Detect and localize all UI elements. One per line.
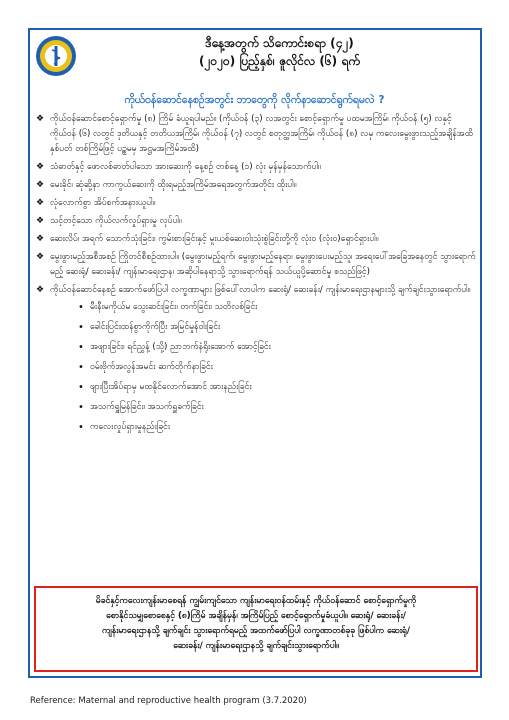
danger-sign-item: • ခေါင်းပြင်းထန်စွာကိုက်ပြီး အမြင်မှုန်ဝါးခြင်း	[78, 322, 221, 333]
list-item: ❖ သင့်တင့်သော ကိုယ်လက်လှုပ်ရှားမှု လုပ်ပါ။	[34, 214, 477, 229]
list-item: ❖ မေးခိုင်၊ ဆုံဆို့နာ ကာကွယ်ဆေးကို ထိုးရမည့်အကြိမ်အရေအတွက်အတိုင်း ထိုးပါ။	[34, 178, 477, 193]
callout-line: ကျန်းမာရေးဌာနသို့ ချက်ချင်း သွားရောက်ရမည့် အထက်ဖော်ပြပါ လက္ခဏာတစ်ခုခု ဖြစ်ပါက ဆေးရုံ/	[102, 626, 410, 636]
dot-icon: •	[78, 382, 84, 393]
bullet-icon: ❖	[36, 216, 45, 226]
list-item: ❖ လုံလောက်စွာ အိပ်စက်အနားယူပါ။	[34, 196, 477, 211]
page-date: (၂၀၂၀) ပြည့်နှစ်၊ ဇူလိုင်လ (၆) ရက်	[199, 54, 360, 68]
callout-line: ဆေးခန်း/ ကျန်းမာရေးဌာနသို့ ချက်ချင်းသွားရောက်ပါ။	[173, 641, 339, 651]
danger-sign-item: • အသက်ရှူမြန်ခြင်း၊ အသက်ရှူခက်ခြင်း	[78, 402, 204, 413]
list-item: ❖ သံဓာတ်နှင့် ဖောလစ်ဓာတ်ပါသော အားဆေးကို နေ့စဉ် တစ်နေ့ (၁) လုံး မှန်မှန်သောက်ပါ။	[34, 160, 477, 175]
dot-icon: •	[78, 342, 84, 353]
warning-callout	[34, 586, 478, 672]
dot-icon: •	[78, 302, 84, 313]
list-item: ❖ ဆေးလိပ်၊ အရက် သောက်သုံးခြင်း၊ ကွမ်းစားခြင်းနှင့် မူးယစ်ဆေးဝါးသုံးစွဲခြင်းတို့ကို လုံးဝ (လုံးဝ)ရှောင်ရှားပါ။	[34, 232, 477, 247]
list-item: ❖ မွေးဖွားမည့်အစီအစဉ် ကြိုတင်စီစဉ်ထားပါ။ (မွေးဖွားမည့်ရက်၊ မွေးဖွားမည့်နေရာ၊ မွေးဖွားပေးမည့်သူ၊ အရေးပေါ်အခြေအနေတွင် သွားရောက်မည့် ဆေးရုံ/ ဆေးခန်း/ ကျန်းမာရေးဌာန၊ အဆိုပါနေရာသို့ သွားရောက်ရန် သယ်ယူပို့ဆောင်မှု စသည်ဖြင့်)	[36, 252, 476, 277]
bullet-icon: ❖	[36, 252, 45, 262]
page-title: ဒီနေ့အတွက် သိကောင်းစရာ (၄၂)	[205, 36, 354, 50]
danger-sign-item: • ဝမ်းဗိုက်အလွန်အမင်း ဆက်တိုက်နာခြင်း	[78, 362, 213, 373]
dot-icon: •	[78, 402, 84, 413]
danger-signs-list	[50, 300, 477, 435]
danger-sign-item: • အဖျားခြင်း၊ ရင်ညွှန့် (သို့) ညာဘက်နံရိုးအောက် အောင့်ခြင်း	[78, 342, 271, 353]
bullet-icon: ❖	[36, 180, 45, 190]
header	[80, 34, 479, 70]
bullet-icon: ❖	[36, 162, 45, 172]
callout-line: မိခင်နှင့်ကလေးကျန်းမာစေရန် ကျွမ်းကျင်သော ကျန်းမာရေးဝန်ထမ်းနှင့် ကိုယ်ဝန်ဆောင် စောင့်ရှောက်မှုကို	[95, 596, 417, 606]
danger-sign-item: • ဖျားပြီးအိပ်ရာမှ မထနိုင်လောက်အောင် အားနည်းခြင်း	[78, 382, 252, 393]
bullet-icon: ❖	[36, 198, 45, 208]
reference-note: Reference: Maternal and reproductive health program (3.7.2020)	[30, 696, 307, 706]
page-subtitle: ကိုယ်ဝန်ဆောင်နေစဉ်အတွင်း ဘာတွေကို လိုက်နာဆောင်ရွက်ရမလဲ ?	[124, 94, 385, 106]
danger-sign-item: • မီးနီးမကိုယ်မ သွေးဆင်းခြင်း၊ တက်ခြင်း၊ သတိလစ်ခြင်း	[78, 302, 258, 313]
advice-list	[34, 112, 477, 440]
dot-icon: •	[78, 322, 84, 333]
ministry-seal-icon	[34, 34, 78, 78]
list-item: ❖ ကိုယ်ဝန်ဆောင်စောင့်ရှောက်မှု (၈) ကြိမ် ခံယူရပါမည်။ (ကိုယ်ဝန် (၃) လအတွင်း စောင့်ရှောက်မှု ပထမအကြိမ်၊ ကိုယ်ဝန် (၅) လနှင့် ကိုယ်ဝန် (၆) လတွင် ဒုတိယနှင့် တတိယအကြိမ်၊ ကိုယ်ဝန် (၇) လတွင် စတုတ္ထအကြိမ်၊ ကိုယ်ဝန် (၈) လမှ ကလေးမွေးဖွားသည့်အချိန်အထိ နှစ်ပတ် တစ်ကြိမ်ဖြင့် ပဉ္စမမှ အဋ္ဌမအကြိမ်အထိ)	[36, 114, 474, 154]
dot-icon: •	[78, 422, 84, 433]
danger-sign-item: • ကလေးလှုပ်ရှားမှုနည်းခြင်း	[78, 422, 170, 433]
list-item: ❖ ကိုယ်ဝန်ဆောင်နေစဉ် အောက်ဖော်ပြပါ လက္ခဏာများ ဖြစ်ပေါ်လာပါက ဆေးရုံ/ ဆေးခန်း/ ကျန်းမာရေးဌာနများသို့ ချက်ချင်းသွားရောက်ပါ။ • မီးနီးမကိုယ်မ သွေးဆင်းခြင်း၊ တက်ခြင်း၊ သတိလစ်ခြင်း • ခေါင်းပြင်းထန်စွာကိုက်ပြီး အမြင်မှုန်ဝါးခြင်း • အဖျားခြင်း၊ ရင်ညွှန့် (သို့) ညာဘက်နံရိုးအောက် အောင့်ခြင်း • ဝမ်းဗိုက်အလွန်အမင်း ဆက်တိုက်နာခြင်း • ဖျားပြီးအိပ်ရာမှ မထနိုင်လောက်အောင် အားနည်းခြင်း • အသက်ရှူမြန်ခြင်း၊ အသက်ရှူခက်ခြင်း • ကလေးလှုပ်ရှားမှုနည်းခြင်း	[34, 283, 477, 435]
dot-icon: •	[78, 362, 84, 373]
bullet-icon: ❖	[36, 285, 45, 295]
callout-line: စောနိုင်သမျှစောစေနှင့် (၈)ကြိမ် အချိန်မှန်၊ အကြိမ်ပြည့် စောင့်ရှောက်မှုခံယူပါ။ ဆေးရုံ/ ဆေးခန်း/	[106, 611, 406, 621]
bullet-icon: ❖	[36, 114, 45, 124]
bullet-icon: ❖	[36, 234, 45, 244]
